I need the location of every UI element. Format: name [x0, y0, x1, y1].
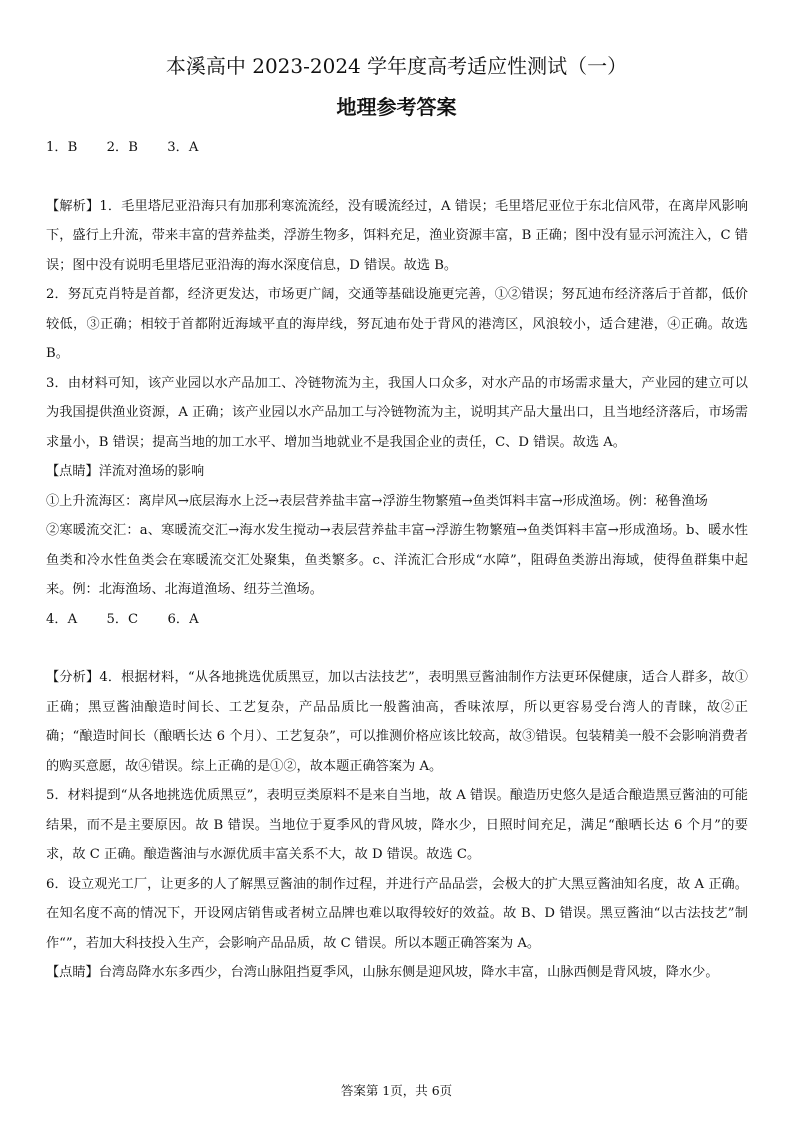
document-title: 本溪高中 2023-2024 学年度高考适应性测试（一） [165, 54, 628, 78]
blank-line [46, 634, 748, 663]
tip-taiwan: 【点睛】台湾岛降水东多西少，台湾山脉阻挡夏季风，山脉东侧是迎风坡，降水丰富，山脉西侧是背风坡，降水少。 [46, 965, 719, 980]
analysis-q4: 【分析】4．根据材料，“从各地挑选优质黑豆，加以古法技艺”，表明黑豆酱油制作方法更环保健康，适合人群多，故①正确；黑豆酱油酿造时间长、工艺复杂，产品品质比一般酱油高，香味浓厚，所以更容易受台湾人的青睐，故②正确；“酿造时间长（酿晒长达 6 个月）、工艺复杂”，可以推测价格应该比较高，故③错误。包装精美一般不会影响消费者的购买意愿，故④错误。综上正确的是①②，故本题正确答案为 A。 [46, 670, 748, 774]
analysis-q5: 5．材料提到“从各地挑选优质黑豆”，表明豆类原料不是来自当地，故 A 错误。酿造历史悠久是适合酿造黑豆酱油的可能结果，而不是主要原因。故 B 错误。当地位于夏季风的背风坡，降水少，日照时间充足，满足“酿晒长达 6 个月”的要求，故 C 正确。酿造酱油与水源优质丰富关系不大，故 D 错误。故选 C。 [46, 788, 748, 862]
analysis-q1: 【解析】1．毛里塔尼亚沿海只有加那利寒流流经，没有暖流经过，A 错误；毛里塔尼亚位于东北信风带，在离岸风影响下，盛行上升流，带来丰富的营养盐类，浮游生物多，饵料充足，渔业资源丰富，B 正确；图中没有显示河流注入，C 错误；图中没有说明毛里塔尼亚沿海的海水深度信息，D 错误。故选 B。 [46, 198, 748, 273]
analysis-q2: 2．努瓦克肖特是首都，经济更发达，市场更广阔，交通等基础设施更完善，①②错误；努瓦迪布经济落后于首都，低价较低，③正确；相较于首都附近海域平直的海岸线，努瓦迪布处于背风的港湾区，风浪较小，适合建港，④正确。故选 B。 [46, 287, 748, 361]
blank-line [46, 163, 748, 192]
tip-current-convergence: ②寒暖流交汇：a、寒暖流交汇→海水发生搅动→表层营养盐丰富→浮游生物繁殖→鱼类饵料丰富→形成渔场。b、暖水性鱼类和冷水性鱼类会在寒暖流交汇处聚集，鱼类繁多。c、洋流汇合形成“水障”，阻碍鱼类游出海域，使得鱼群集中起来。例：北海渔场、北海道渔场、纽芬兰渔场。 [46, 523, 748, 597]
answer-line-4-6: 4．A 5．C 6．A [46, 611, 199, 627]
tip-heading: 【点睛】洋流对渔场的影响 [46, 464, 205, 479]
analysis-q3: 3．由材料可知，该产业园以水产品加工、冷链物流为主，我国人口众多，对水产品的市场需求量大，产业园的建立可以为我国提供渔业资源，A 正确；该产业园以水产品加工与冷链物流为主，说明其产品大量出口，且当地经济落后，市场需求量小，B 错误；提高当地的加工水平、增加当地就业不是我国企业的责任，C、D 错误。故选 A。 [46, 375, 748, 450]
page-number: 答案第 1页，共 6页 [340, 1083, 453, 1098]
document-subtitle: 地理参考答案 [336, 95, 457, 119]
analysis-q6: 6．设立观光工厂，让更多的人了解黑豆酱油的制作过程，并进行产品品尝，会极大的扩大黑豆酱油知名度，故 A 正确。在知名度不高的情况下，开设网店销售或者树立品牌也难以取得较好的效益。故 B、D 错误。黑豆酱油“以古法技艺”制作“”，若加大科技投入生产，会影响产品品质，故 C 错误。所以本题正确答案为 A。 [46, 876, 748, 951]
tip-upwelling: ①上升流海区：离岸风→底层海水上泛→表层营养盐丰富→浮游生物繁殖→鱼类饵料丰富→形成渔场。例：秘鲁渔场 [46, 493, 708, 509]
answer-line-1-3: 1．B 2．B 3．A [46, 140, 199, 155]
answer-content [46, 133, 748, 988]
